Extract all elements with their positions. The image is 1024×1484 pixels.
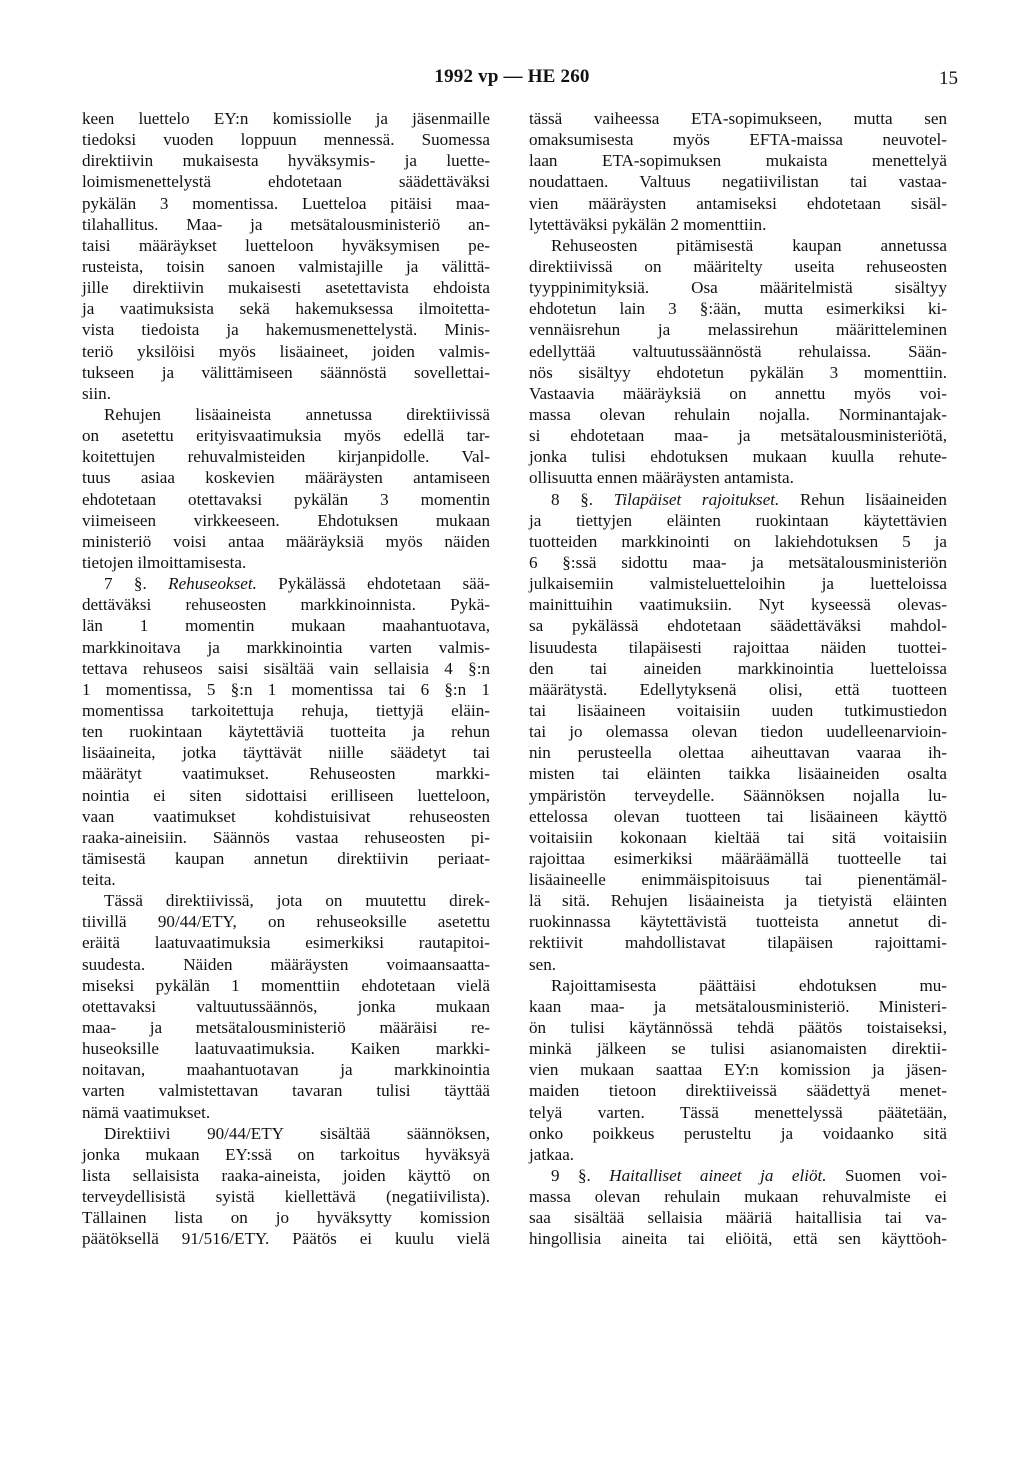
text-line: laan ETA-sopimuksen mukaista menettelyä [529, 151, 947, 171]
text-line: jille direktiivin mukaisesti asetettavista ehdoista [82, 278, 490, 298]
text-line: ministeriö voisi antaa määräyksiä myös näiden [82, 531, 490, 551]
right-column [529, 108, 947, 1250]
text-line: keen luettelo EY:n komissiolle ja jäsenmaille [82, 109, 490, 128]
text-line: 7 §. Rehuseokset. Pykälässä ehdotetaan sää- [104, 574, 490, 594]
text-line: eräitä laatuvaatimuksia esimerkiksi rautapitoi- [82, 933, 490, 953]
text-line: massa olevan rehulain mukaan rehuvalmiste ei [529, 1187, 947, 1207]
text-line: ympäristön terveydelle. Säännöksen nojalla lu- [529, 785, 947, 805]
text-line: sa pykälässä ehdotetaan säädettäväksi mahdol- [529, 616, 947, 636]
text-line: 9 §. Haitalliset aineet ja eliöt. Suomen voi- [551, 1166, 947, 1186]
text-line: den tai aineiden markkinointia luetteloissa [529, 658, 947, 678]
text-line: Direktiivi 90/44/ETY sisältää säännöksen, [104, 1123, 490, 1143]
text-line: tai jo olemassa olevan tiedon uudelleenarvioin- [529, 722, 947, 742]
text-line: onko poikkeus perusteltu ja voidaanko sitä [529, 1123, 947, 1143]
text-line: ettelossa olevan tuotteen tai lisäaineen käyttö [529, 806, 947, 826]
text-line: ten ruokintaan käytettäviä tuotteita ja rehun [82, 722, 490, 742]
text-line: teriö yksilöisi myös lisäaineet, joiden valmis- [82, 341, 490, 361]
text-line: dettäväksi rehuseosten markkinoinnista. Pykä- [82, 595, 490, 615]
text-line: vista tiedoista ja hakemusmenettelystä. Minis- [82, 320, 490, 340]
text-line: Rajoittamisesta päättäisi ehdotuksen mu- [551, 975, 947, 995]
text-line: vien mukaan saattaa EY:n komission ja jäsen- [529, 1060, 947, 1080]
text-line: tukseen ja välittämiseen säännöstä sovellettai- [82, 362, 490, 382]
text-line: tässä vaiheessa ETA-sopimukseen, mutta sen [529, 109, 947, 128]
text-line: si ehdotetaan maa- ja metsätalousministeriötä, [529, 426, 947, 446]
text-line: maa- ja metsätalousministeriö määräisi re- [82, 1018, 490, 1038]
text-line: Vastaavia määräyksiä on annettu myös voi- [529, 383, 947, 403]
text-line: miseksi pykälän 1 momenttiin ehdotetaan vielä [82, 975, 490, 995]
text-line: sen. [529, 954, 557, 974]
text-line: noudattaen. Valtuus negatiivilistan tai vastaa- [529, 172, 947, 192]
text-line: direktiivin mukaisesta hyväksymis- ja luette- [82, 151, 490, 171]
text-line: direktiivissä on määritelty useita rehuseosten [529, 256, 947, 276]
text-line: koitettujen rehuvalmisteiden kirjanpidolle. Val- [82, 447, 490, 467]
text-line: tilahallitus. Maa- ja metsätalousministeriö an- [82, 214, 490, 234]
text-line: huseoksille laatuvaatimuksia. Kaiken markki- [82, 1039, 490, 1059]
text-line: jonka tulisi ehdotuksen mukaan kuulla rehute- [529, 447, 947, 467]
text-line: ehdotetun lain 3 §:ään, mutta esimerkiksi ki- [529, 299, 947, 319]
text-line: lytettäväksi pykälän 2 momenttiin. [529, 214, 767, 234]
text-line: ön tulisi käytännössä tehdä päätös toistaiseksi, [529, 1018, 947, 1038]
text-line: vaan vaatimukset kohdistuisivat rehuseosten [82, 806, 490, 826]
text-line: ruokinnassa käytettävistä tuotteista annetut di- [529, 912, 947, 932]
text-line: viimeiseen virkkeeseen. Ehdotuksen mukaan [82, 510, 490, 530]
text-line: telyä varten. Tässä menettelyssä päätetään, [529, 1102, 947, 1122]
text-line: ollisuutta ennen määräysten antamista. [529, 468, 794, 488]
text-line: Tässä direktiivissä, jota on muutettu direk- [104, 891, 490, 911]
text-line: pykälän 3 momentissa. Luetteloa pitäisi maa- [82, 193, 490, 213]
text-line: varten valmistettavan tavaran tulisi täyttää [82, 1081, 490, 1101]
text-line: 6 §:ssä sidottu maa- ja metsätalousministeriön [529, 552, 947, 572]
text-line: lisäaineelle enimmäispitoisuus tai pienentämäl- [529, 870, 947, 890]
text-line: nin perusteella olettaa aiheuttavan vaaraa ih- [529, 743, 947, 763]
text-line: julkaisemiin valmisteluetteloihin ja luetteloissa [529, 574, 947, 594]
text-line: lista sellaisista raaka-aineista, joiden käyttö on [82, 1166, 490, 1186]
text-line: tiedoksi vuoden loppuun mennessä. Suomessa [82, 130, 490, 150]
text-line: tai lisäaineen voitaisiin uuden tutkimustiedon [529, 700, 947, 720]
text-line: tettava rehuseos saisi sisältää vain sellaisia 4 §:n [82, 658, 490, 678]
text-line: terveydellisistä syistä kiellettävä (negatiivilista). [82, 1187, 490, 1207]
text-line: teita. [82, 870, 116, 890]
text-line: noitavan, maahantuotavan ja markkinointia [82, 1060, 490, 1080]
text-line: tietojen ilmoittamisesta. [82, 552, 247, 572]
text-line: omaksumisesta myös EFTA-maissa neuvotel- [529, 130, 947, 150]
text-line: jonka mukaan EY:ssä on tarkoitus hyväksyä [82, 1144, 490, 1164]
text-line: nointia ei siten sidottaisi erilliseen luetteloon, [82, 785, 490, 805]
running-head: 1992 vp — HE 260 [434, 66, 590, 87]
text-line: rajoittaa esimerkiksi määräämällä tuotteelle tai [529, 848, 947, 868]
text-line: maiden tietoon direktiiveissä säädettyä menet- [529, 1081, 947, 1101]
text-line: otettavaksi valtuutussäännös, jonka mukaan [82, 996, 490, 1016]
text-line: misten tai eläinten taikka lisäaineiden osalta [529, 764, 947, 784]
text-line: on asetettu erityisvaatimuksia myös edellä tar- [82, 426, 490, 446]
text-line: tuotteiden markkinointi on lakiehdotuksen 5 ja [529, 531, 947, 551]
text-line: taisi määräykset luetteloon hyväksymisen pe- [82, 235, 490, 255]
text-line: tuus asiaa koskevien määräysten antamiseen [82, 468, 490, 488]
text-line: määrätystä. Edellytyksenä olisi, että tuotteen [529, 679, 947, 699]
text-line: nös sisältyy ehdotetun pykälän 3 momenttiin. [529, 362, 947, 382]
text-line: momentissa tarkoitettuja rehuja, tiettyjä eläin- [82, 700, 490, 720]
text-line: määrätyt vaatimukset. Rehuseosten markki- [82, 764, 490, 784]
text-line: lisuudesta tilapäisesti rajoittaa näiden tuottei- [529, 637, 947, 657]
text-line: 8 §. Tilapäiset rajoitukset. Rehun lisäaineiden [551, 489, 947, 509]
text-line: tyyppinimityksiä. Osa määritelmistä sisältyy [529, 278, 947, 298]
text-line: län 1 momentin mukaan maahantuotava, [82, 616, 490, 636]
text-line: ehdotetaan otettavaksi pykälän 3 momentin [82, 489, 490, 509]
page-number: 15 [939, 68, 958, 89]
text-line: voitaisiin kokonaan kieltää tai sitä voitaisiin [529, 827, 947, 847]
text-line: loimismenettelystä ehdotetaan säädettäväksi [82, 172, 490, 192]
text-line: massa olevan rehulain nojalla. Norminantajak- [529, 404, 947, 424]
text-line: Tällainen lista on jo hyväksytty komission [82, 1208, 490, 1228]
text-line: 1 momentissa, 5 §:n 1 momentissa tai 6 §:n 1 [82, 679, 490, 699]
text-line: tämisestä kaupan annetun direktiivin periaat- [82, 848, 490, 868]
text-line: suudesta. Näiden määräysten voimaansaatta- [82, 954, 490, 974]
text-line: lä sitä. Rehujen lisäaineista ja tietyistä eläinten [529, 891, 947, 911]
text-line: mainittuihin vaatimuksiin. Nyt kyseessä olevas- [529, 595, 947, 615]
text-line: Rehuseosten pitämisestä kaupan annetussa [551, 235, 947, 255]
text-line: siin. [82, 383, 111, 403]
text-line: nämä vaatimukset. [82, 1102, 211, 1122]
text-line: ja vaatimuksista sekä hakemuksessa ilmoitetta- [82, 299, 490, 319]
text-line: rektiivit mahdollistavat tilapäisen rajoittami- [529, 933, 947, 953]
text-line: ja tiettyjen eläinten ruokintaan käytettävien [529, 510, 947, 530]
text-line: minkä jälkeen se tulisi asianomaisten direktii- [529, 1039, 947, 1059]
text-line: raaka-aineisiin. Säännös vastaa rehuseosten pi- [82, 827, 490, 847]
text-line: saa sisältää sellaisia määriä haitallisia tai va- [529, 1208, 947, 1228]
text-line: vien määräysten antamiseksi ehdotetaan sisäl- [529, 193, 947, 213]
text-line: kaan maa- ja metsätalousministeriö. Ministeri- [529, 996, 947, 1016]
text-line: markkinoitava ja markkinointia varten valmis- [82, 637, 490, 657]
text-line: jatkaa. [529, 1144, 575, 1164]
text-line: Rehujen lisäaineista annetussa direktiivissä [104, 404, 490, 424]
text-line: hingollisia aineita tai eliöitä, että sen käyttöoh- [529, 1229, 947, 1249]
text-line: tiivillä 90/44/ETY, on rehuseoksille asetettu [82, 912, 490, 932]
text-line: lisäaineita, jotka täyttävät niille säädetyt tai [82, 743, 490, 763]
left-column [82, 108, 490, 1250]
text-line: rusteista, toisin sanoen valmistajille ja välittä- [82, 256, 490, 276]
text-line: päätöksellä 91/516/ETY. Päätös ei kuulu vielä [82, 1229, 490, 1249]
text-line: vennäisrehun ja melassirehun määritteleminen [529, 320, 947, 340]
text-line: edellyttää valtuutussäännöstä rehulaissa. Sään- [529, 341, 947, 361]
